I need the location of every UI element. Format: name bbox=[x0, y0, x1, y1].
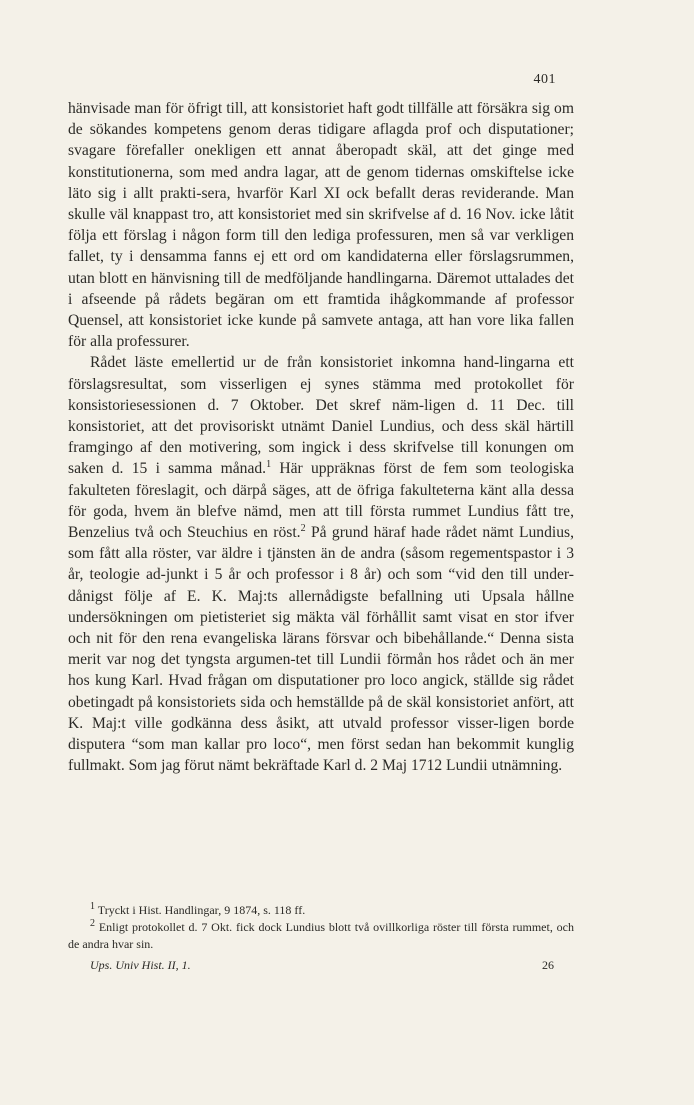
paragraph-2-part-1: Rådet läste emellertid ur de från konsistoriet inkomna hand-lingarna ett förslagsresultat, som visserligen ej synes stämma med protokollet för konsistoriesessionen d. 7 Oktober. Det skref näm-ligen d. 11 Dec. till konsistoriet, att det provisoriskt utnämt Daniel Lundius, och dess skäl härtill framgingo af den motivering, som ingick i dess skrifvelse till konungen om saken d. 15 i samma månad. bbox=[68, 354, 574, 478]
footnote-2-text: Enligt protokollet d. 7 Okt. fick dock Lundius blott två ovillkorliga röster till första rummet, och de andra hvar sin. bbox=[68, 920, 574, 951]
footnote-2 bbox=[68, 919, 574, 953]
footnote-ref-2[interactable]: 2 bbox=[300, 522, 306, 534]
page-number: 401 bbox=[533, 72, 556, 87]
footnote-mark-2: 2 bbox=[90, 918, 95, 929]
footnotes bbox=[68, 902, 574, 953]
footnote-1-text: Tryckt i Hist. Handlingar, 9 1874, s. 118 ff. bbox=[95, 903, 306, 917]
footnote-ref-1[interactable]: 1 bbox=[266, 459, 272, 471]
footnote-1 bbox=[68, 902, 574, 919]
paragraph-1: hänvisade man för öfrigt till, att konsistoriet haft godt tillfälle att försäkra sig om de sökandes kompetens genom deras tidigare aflagda prof och disputationer; svagare förefaller onekligen ett annat åberopadt skäl, att det ginge med konstitutionerna, som med andra lagar, att de genom tidernas omskiftelse icke läto sig i allt prakti-sera, hvarför Karl XI ock befallt deras reviderande. Man skulle väl knappast tro, att konsistoriet med sin skrifvelse af d. 16 Nov. icke låtit följa ett förslag i någon form till den lediga professuren, men så var verkligen fallet, ty i densamma fanns ej ett ord om kandidaterna eller förslagsrummen, utan blott en hänvisning till de medföljande handlingarna. Däremot uttalades det i afseende på rådets begäran om ett framtida ihågkommande af professor Quensel, att konsistoriet icke kunde på samvete antaga, att han vore lika fallen för alla professurer. bbox=[68, 100, 574, 351]
paragraph-2-part-2: Här uppräknas först de fem som teologiska fakulteten föreslagit, och därpå säges, att de öfriga fakulteterna känt alla dessa för goda, hvem än blefve nämd, men att till första rummet Lundius fått tre, Benzelius två och Steuchius en röst. bbox=[68, 460, 574, 542]
footnote-mark-1: 1 bbox=[90, 901, 95, 912]
paragraph-2-part-3: På grund häraf hade rådet nämt Lundius, som fått alla röster, var äldre i tjänsten än de andra (såsom regementspastor i 3 år, teologie ad-junkt i 5 år och professor i 8 år) och som “vid den till under-dånigst följe af E. K. Maj:ts allernådigste befallning uti Upsala hållne undersökningen om pietisteriet sig mäkta väl förhållit samt visat en stor ifver och nit för den rena evangeliska lärans försvar och bibehållande.“ Denna sista merit var nog det tyngsta argumen-tet till Lundii förmån hos rådet och än mer hos kung Karl. Hvad frågan om disputationer pro loco angick, ställde sig rådet obetingadt på konsistoriets sida och hemställde på de skäl konsistoriet anfört, att K. Maj:t ville godkänna dess åsikt, att utvald professor visser-ligen borde disputera “som man kallar pro loco“, men först sedan han bekommit kunglig fullmakt. Som jag förut nämt bekräftade Karl d. 2 Maj 1712 Lundii utnämning. bbox=[68, 524, 574, 775]
main-text bbox=[68, 98, 574, 777]
signature-title: Ups. Univ Hist. II, 1. bbox=[90, 958, 191, 972]
printer-signature bbox=[68, 958, 574, 973]
paragraph-2 bbox=[68, 352, 574, 776]
signature-number: 26 bbox=[542, 958, 554, 972]
